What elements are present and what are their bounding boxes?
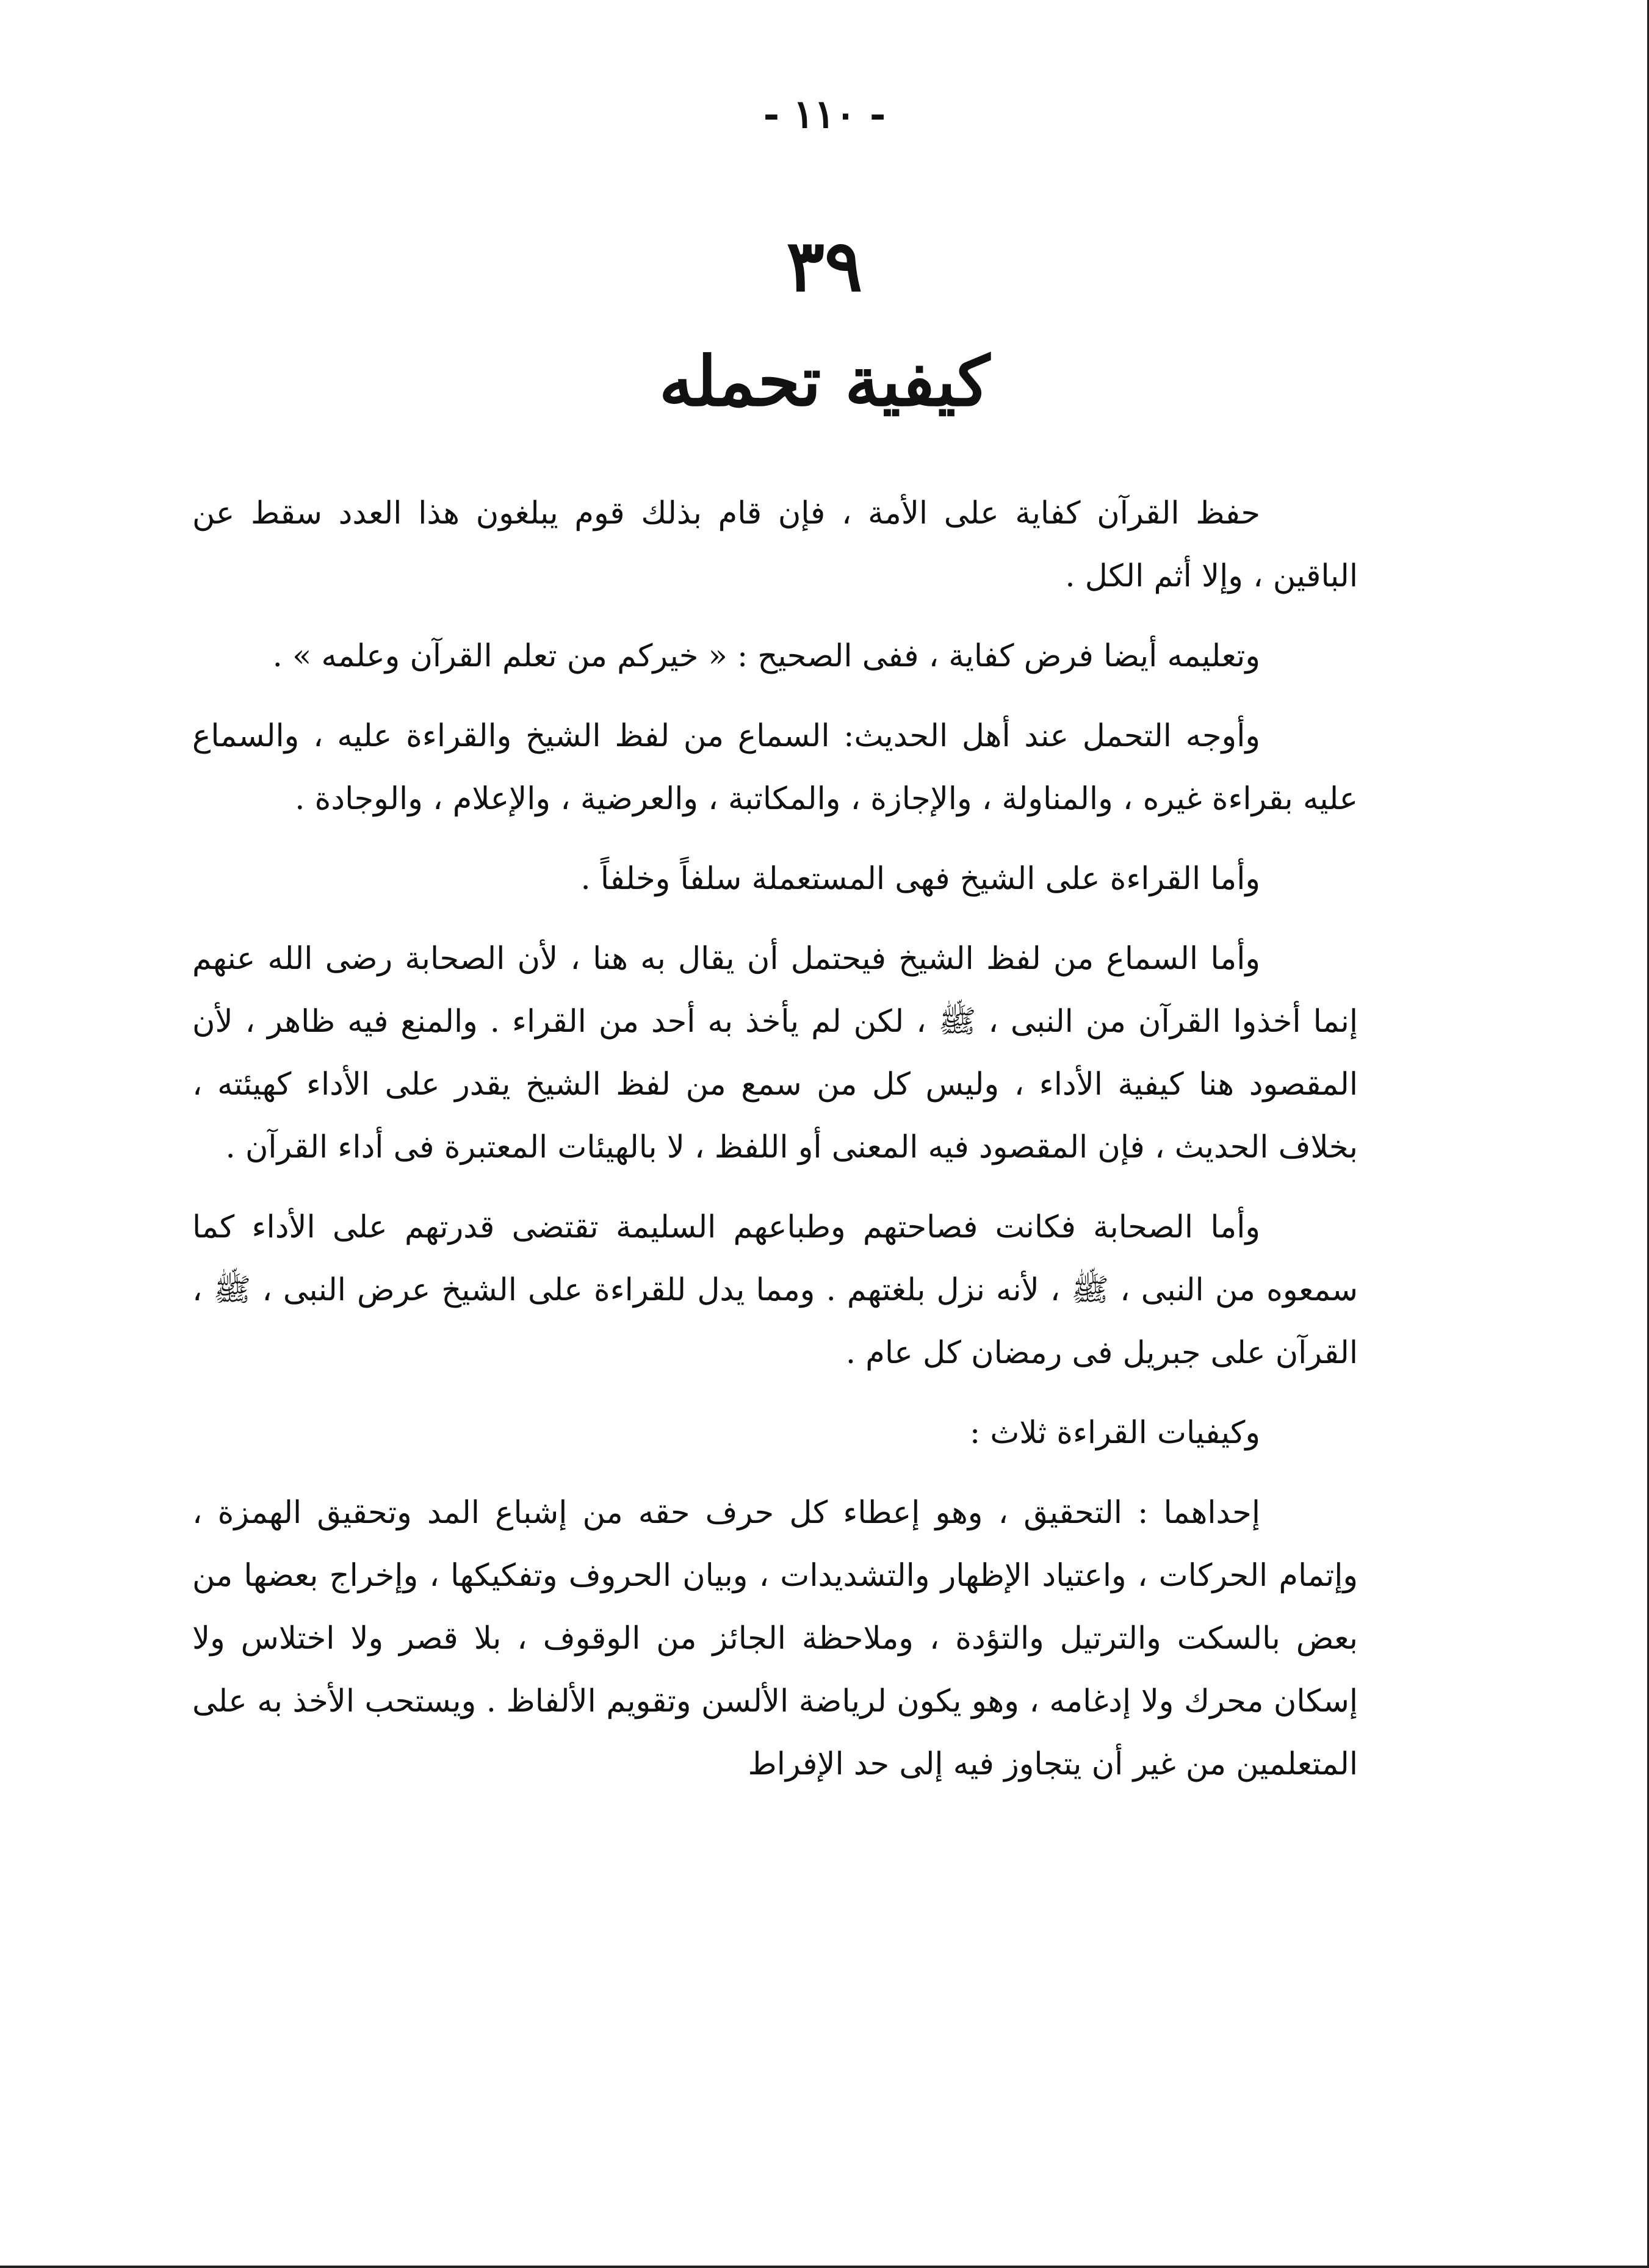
- paragraph-5: وأما السماع من لفظ الشيخ فيحتمل أن يقال به هنا ، لأن الصحابة رضى الله عنهم إنما أخذوا القرآن من النبى ، ﷺ ، لكن لم يأخذ به أحد من القراء . والمنع فيه ظاهر ، لأن المقصود هنا كيفية الأداء ، وليس كل من سمع من لفظ الشيخ يقدر على الأداء كهيئته ، بخلاف الحديث ، فإن المقصود فيه المعنى أو اللفظ ، لا بالهيئات المعتبرة فى أداء القرآن .: [192, 941, 1358, 1165]
- paragraph-8: إحداهما : التحقيق ، وهو إعطاء كل حرف حقه من إشباع المد وتحقيق الهمزة ، وإتمام الحركات ، واعتياد الإظهار والتشديدات ، وبيان الحروف وتفكيكها ، وإخراج بعضها من بعض بالسكت والترتيل والتؤدة ، وملاحظة الجائز من الوقوف ، بلا قصر ولا اختلاس ولا إسكان محرك ولا إدغامه ، وهو يكون لرياضة الألسن وتقويم الألفاظ . ويستحب الأخذ به على المتعلمين من غير أن يتجاوز فيه إلى حد الإفراط: [192, 1495, 1358, 1782]
- page-number: - ١١٠ -: [763, 92, 886, 137]
- paragraph-2: وتعليمه أيضا فرض كفاية ، ففى الصحيح : « خيركم من تعلم القرآن وعلمه » .: [272, 638, 1260, 674]
- paragraph-6: وأما الصحابة فكانت فصاحتهم وطباعهم السليمة تقتضى قدرتهم على الأداء كما سمعوه من النبى ، ﷺ ، لأنه نزل بلغتهم . ومما يدل للقراءة على الشيخ عرض النبى ، ﷺ ، القرآن على جبريل فى رمضان كل عام .: [192, 1209, 1358, 1371]
- page-bottom-border: [0, 2266, 1649, 2268]
- chapter-title: كيفية تحمله: [659, 342, 990, 422]
- paragraph-3: وأوجه التحمل عند أهل الحديث: السماع من لفظ الشيخ والقراءة عليه ، والسماع عليه بقراءة غيره ، والمناولة ، والإجازة ، والمكاتبة ، والعرضية ، والإعلام ، والوجادة .: [192, 718, 1358, 817]
- paragraph-4: وأما القراءة على الشيخ فهى المستعملة سلفاً وخلفاً .: [580, 861, 1260, 897]
- paragraph-7: وكيفيات القراءة ثلاث :: [969, 1415, 1260, 1451]
- chapter-number: ٣٩: [786, 225, 863, 308]
- body-text: [192, 482, 1358, 1813]
- paragraph-1: حفظ القرآن كفاية على الأمة ، فإن قام بذلك قوم يبلغون هذا العدد سقط عن الباقين ، وإلا أثم الكل .: [192, 495, 1358, 594]
